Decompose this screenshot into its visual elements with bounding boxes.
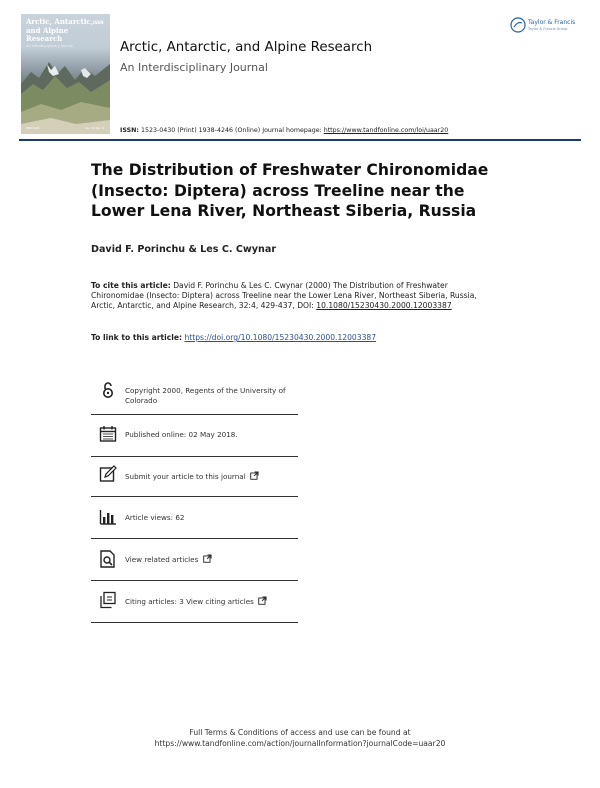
cover-title: Arctic, Antarctic, and Alpine Research xyxy=(26,17,94,43)
info-row-related[interactable] xyxy=(91,539,298,581)
link-label: To link to this article: xyxy=(91,333,183,342)
cover-subtitle: An Interdisciplinary Journal xyxy=(26,44,74,48)
external-link-icon xyxy=(250,471,259,480)
calendar-icon xyxy=(99,425,117,443)
citation-block xyxy=(91,281,491,312)
journal-homepage-link[interactable]: https://www.tandfonline.com/loi/uaar20 xyxy=(323,127,449,134)
info-row-submit[interactable] xyxy=(91,457,298,497)
terms-text: Full Terms & Conditions of access and use can be found at xyxy=(189,728,411,737)
publisher-group: Taylor & Francis Group xyxy=(528,27,568,31)
cover-footer-right: Vol. 32 No. 4 xyxy=(84,126,104,130)
cover-issn-mark: ISSN xyxy=(93,20,104,25)
citing-articles-link[interactable] xyxy=(125,596,297,607)
header-divider xyxy=(19,139,581,141)
cite-text: David F. Porinchu & Les C. Cwynar (2000) The Distribution of Freshwater Chironomidae (Insecto: Diptera) across Treeline near the Lower Lena River, Northeast Siberia, Russia, Arctic, Antarctic, and Alpine Research, 32:4, 429-437, DOI: xyxy=(91,281,477,311)
bar-chart-icon xyxy=(99,508,117,526)
cover-mountain-photo xyxy=(21,54,110,134)
terms-footer xyxy=(0,727,600,749)
journal-title: Arctic, Antarctic, and Alpine Research xyxy=(120,40,373,55)
issn-line xyxy=(120,127,448,134)
issn-label: ISSN: xyxy=(120,127,139,134)
open-access-lock-icon xyxy=(99,381,117,399)
submit-article-link[interactable] xyxy=(125,471,297,482)
article-doi-link[interactable]: https://doi.org/10.1080/15230430.2000.12003387 xyxy=(184,333,377,342)
info-row-copyright xyxy=(91,372,298,415)
journal-cover-image xyxy=(21,14,110,134)
published-date: Published online: 02 May 2018. xyxy=(125,430,238,439)
info-row-published xyxy=(91,415,298,457)
publisher-logo[interactable] xyxy=(510,17,586,37)
article-views: Article views: 62 xyxy=(125,513,185,522)
edit-pencil-icon xyxy=(99,465,117,483)
related-articles-link[interactable] xyxy=(125,554,297,565)
terms-url-link[interactable]: https://www.tandfonline.com/action/journalInformation?journalCode=uaar20 xyxy=(154,739,446,748)
search-document-icon xyxy=(99,550,117,568)
article-info-list xyxy=(91,372,298,623)
publisher-name: Taylor & Francis xyxy=(528,19,576,26)
copyright-text: Copyright 2000, Regents of the University of Colorado xyxy=(125,386,286,405)
cover-footer-left: INSTAAR xyxy=(26,126,39,130)
citing-documents-icon xyxy=(99,591,117,609)
article-link-line xyxy=(91,333,376,342)
external-link-icon xyxy=(203,554,212,563)
info-row-citing[interactable] xyxy=(91,581,298,623)
info-row-views xyxy=(91,497,298,539)
issn-text: 1523-0430 (Print) 1938-4246 (Online) Journal homepage: xyxy=(140,127,322,134)
publisher-logo-icon xyxy=(510,17,526,33)
citing-articles-text: Citing articles: 3 View citing articles xyxy=(125,597,254,606)
journal-subtitle: An Interdisciplinary Journal xyxy=(120,61,268,74)
external-link-icon xyxy=(258,596,267,605)
article-authors: David F. Porinchu & Les C. Cwynar xyxy=(91,244,277,255)
related-articles-text: View related articles xyxy=(125,555,199,564)
submit-article-text: Submit your article to this journal xyxy=(125,472,246,481)
cite-label: To cite this article: xyxy=(91,281,171,290)
article-title: The Distribution of Freshwater Chironomidae (Insecto: Diptera) across Treeline near the Lower Lena River, Northeast Siberia, Russia xyxy=(91,161,489,220)
cite-doi-link[interactable]: 10.1080/15230430.2000.12003387 xyxy=(316,301,452,311)
